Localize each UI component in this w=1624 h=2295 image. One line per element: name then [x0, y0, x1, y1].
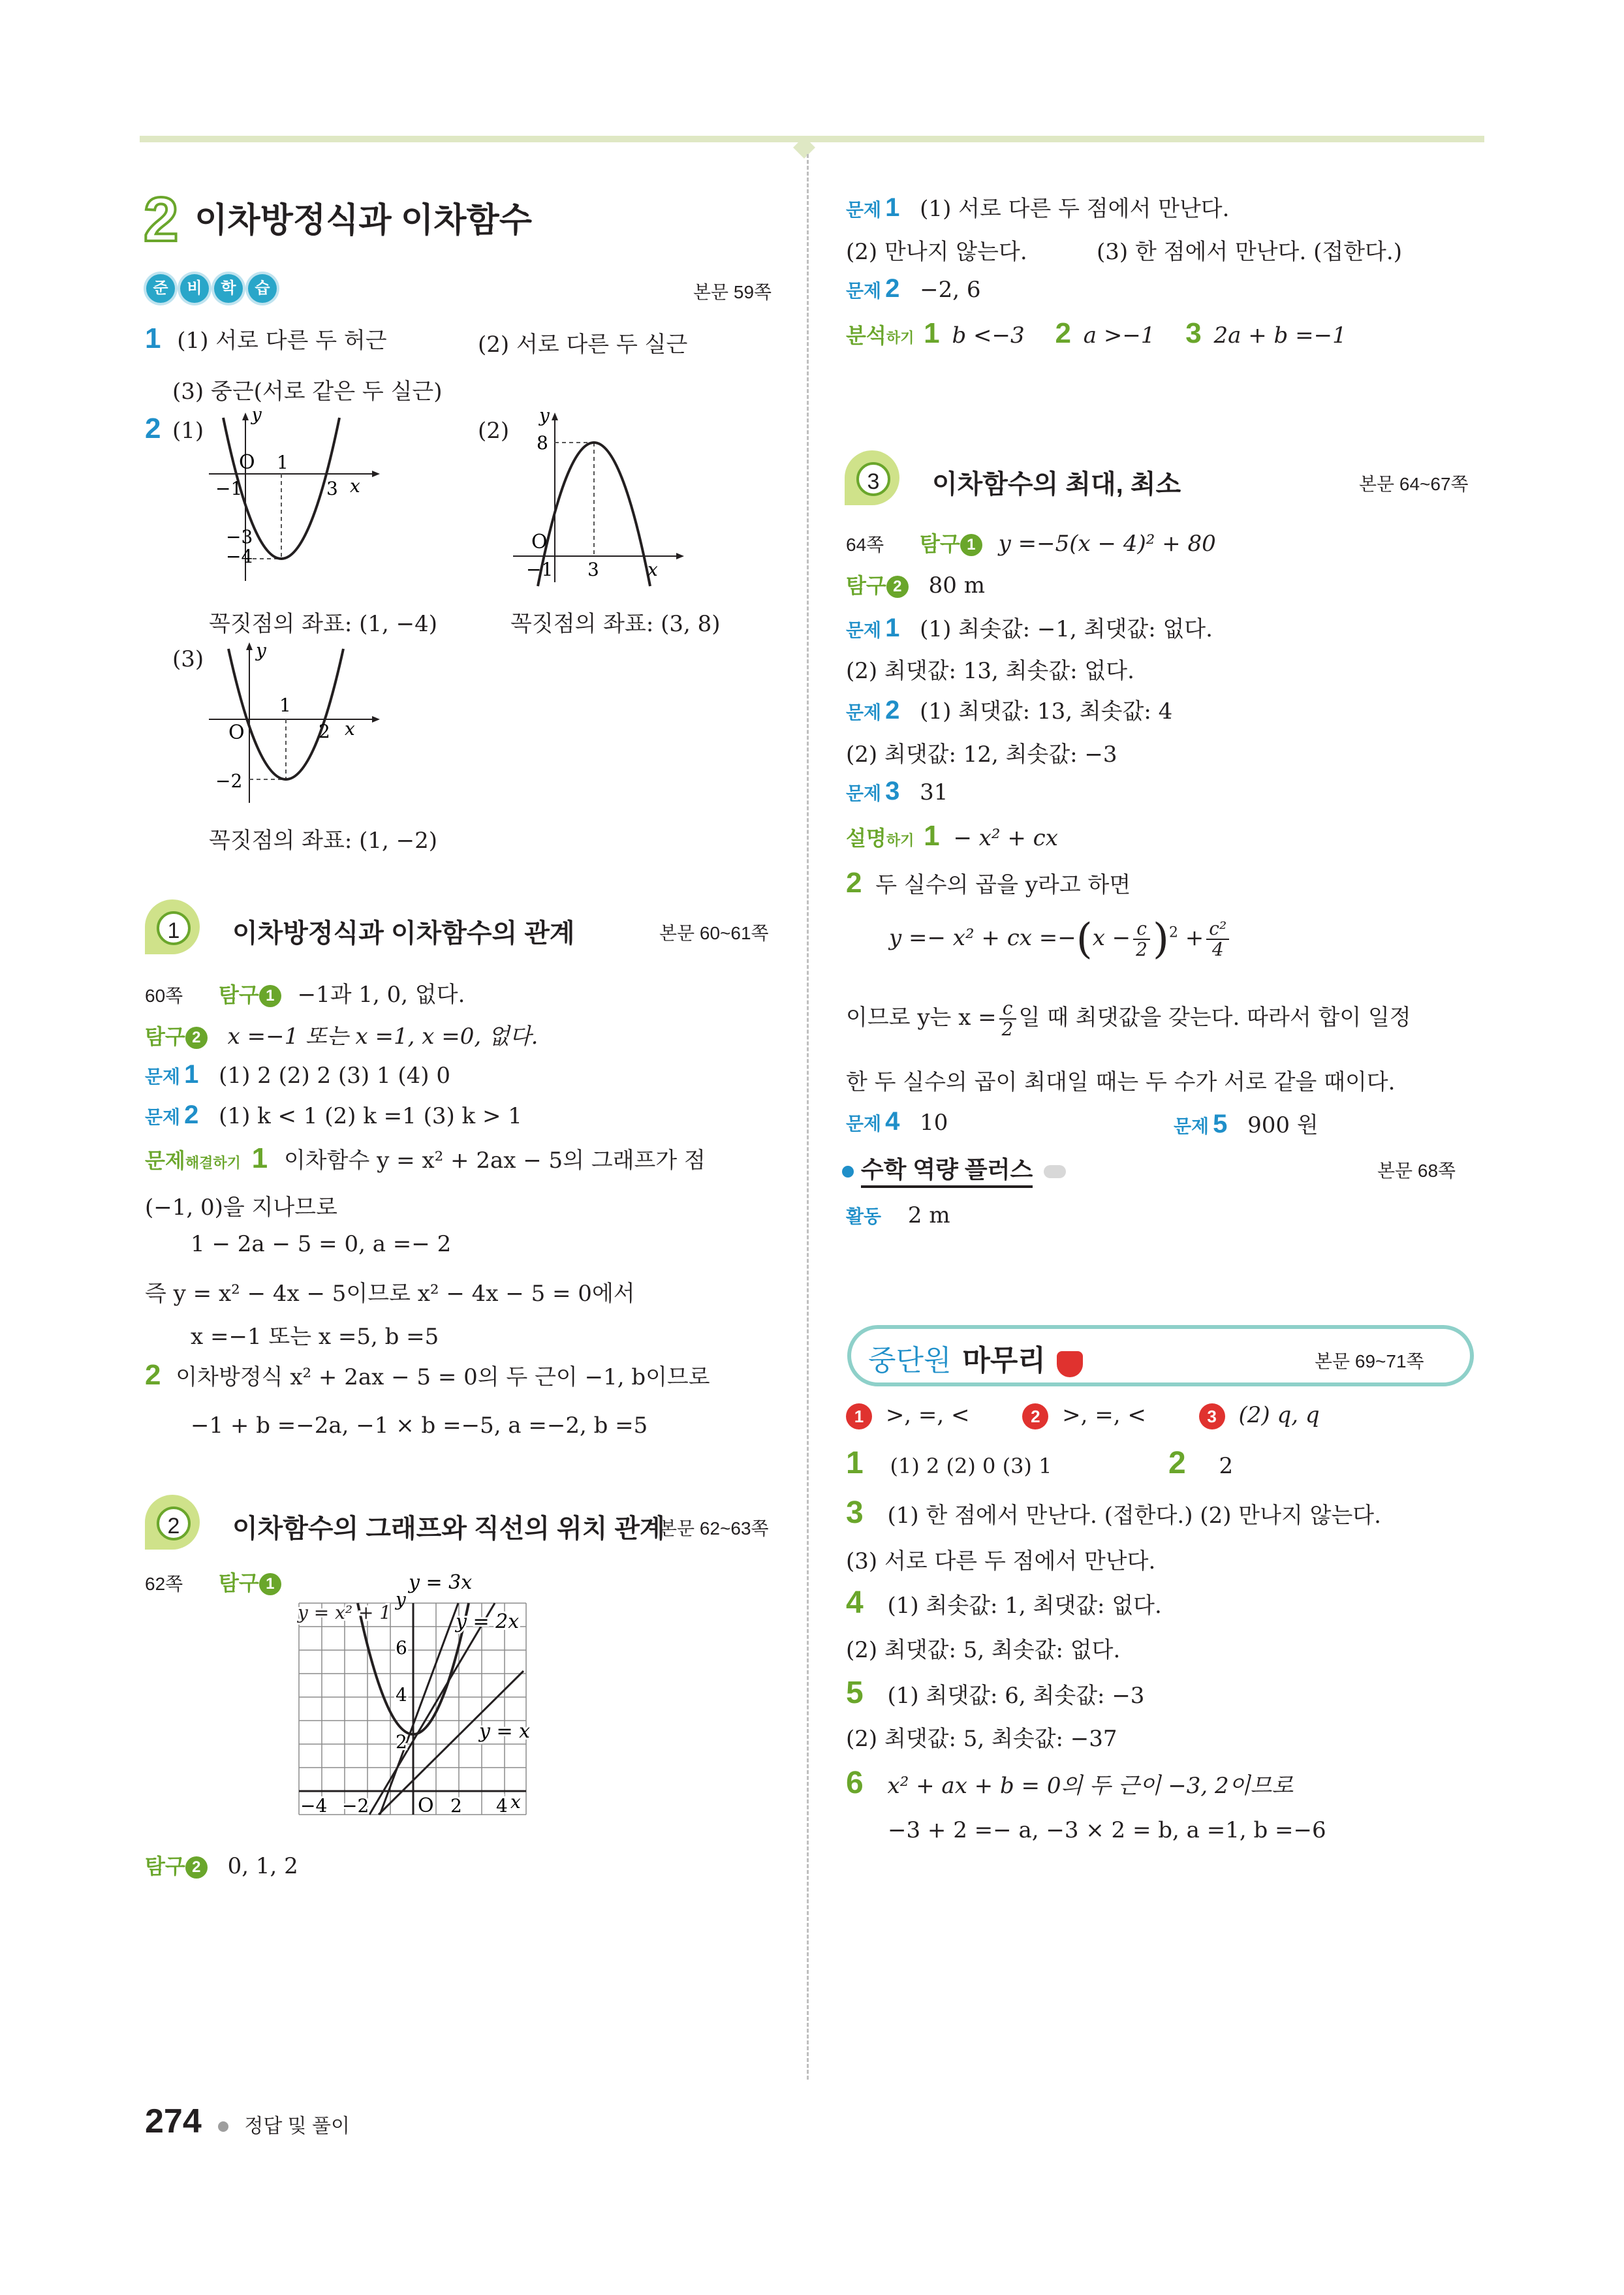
- frac-c-over-2-b: $\frac{c}{2}$: [999, 999, 1016, 1039]
- sec1-number: 1: [157, 911, 191, 945]
- sec1-line4: 문제 2 (1) k < 1 (2) k =1 (3) k > 1: [145, 1101, 522, 1129]
- review-line9: 6 x² + ax + b = 0의 두 근이 −3, 2이므로: [846, 1766, 1294, 1800]
- graph1: [196, 411, 385, 587]
- review-line2b: 2 2: [1168, 1446, 1234, 1480]
- sec3-line11: 이므로 y는 x = $\frac{c}{2}$ 일 때 최댓값을 갖는다. 따라서 합이 일정: [846, 997, 1411, 1040]
- graph3-label: (3): [172, 646, 204, 672]
- sec1-line8: 즉 y = x² − 4x − 5이므로 x² − 4x − 5 = 0에서: [145, 1281, 635, 1307]
- sec3-line2: 탐구 2 80 m: [846, 572, 985, 599]
- sec3-line12: 한 두 실수의 곱이 최대일 때는 두 수가 서로 같을 때이다.: [846, 1069, 1396, 1095]
- graph3: [196, 640, 385, 809]
- graph3-caption: 꼭짓점의 좌표: (1, −2): [209, 828, 438, 854]
- graph1-caption: 꼭짓점의 좌표: (1, −4): [209, 611, 438, 637]
- sec2-graph-tick-4: 4: [396, 1684, 407, 1706]
- graph3-tick-2: 2: [319, 721, 330, 742]
- graph2-y-label: y: [539, 411, 550, 426]
- prep-q2-num: 2: [145, 413, 161, 445]
- sec3-ref: 본문 64~67쪽: [1359, 474, 1469, 494]
- plus-line: 활동 2 m: [846, 1202, 950, 1228]
- sec2-graph-label-x: y = x: [479, 1720, 531, 1743]
- sec2-graph-x-label: x: [510, 1791, 521, 1813]
- sec1-line1: 60쪽 탐구 1 −1과 1, 0, 없다.: [145, 982, 465, 1008]
- prep-q1-p2: (2) 서로 다른 두 실근: [478, 332, 688, 358]
- rocket-icon: [1044, 1165, 1066, 1178]
- graph3-tick-neg2: −2: [215, 770, 243, 792]
- review-title: 중단원 마무리: [868, 1337, 1083, 1379]
- graph1-y-label: y: [251, 411, 262, 425]
- graph3-y-label: y: [256, 640, 266, 661]
- footer-text: 정답 및 풀이: [244, 2115, 350, 2137]
- review-line2: 1 (1) 2 (2) 0 (3) 1: [846, 1446, 1052, 1480]
- graph1-tick-1: 1: [277, 452, 289, 473]
- sec2-graph-origin: O: [418, 1794, 434, 1817]
- review-line7: 5 (1) 최댓값: 6, 최솟값: −3: [846, 1676, 1145, 1710]
- graph1-tick-3: 3: [326, 478, 338, 499]
- sec2-line2: 탐구 2 0, 1, 2: [145, 1853, 298, 1879]
- sec3-line4: (2) 최댓값: 13, 최솟값: 없다.: [846, 658, 1134, 684]
- prep-ref: 본문 59쪽: [693, 282, 772, 302]
- graph1-tick-neg3: −3: [226, 526, 253, 548]
- graph2-x-label: x: [648, 559, 658, 580]
- graph1-label: (1): [172, 418, 204, 444]
- sec2-graph-label-2x: y = 2x: [456, 1610, 520, 1633]
- graph2: [507, 411, 702, 587]
- sec3-title: 이차함수의 최대, 최소: [932, 470, 1181, 499]
- sec2-graph-label-3x: y = 3x: [409, 1571, 473, 1594]
- sec2-graph-tick-6: 6: [396, 1637, 407, 1659]
- page-number: 274: [145, 2102, 202, 2140]
- graph2-origin: O: [531, 531, 548, 554]
- graph3-x-label: x: [345, 718, 355, 740]
- review-line4: (3) 서로 다른 두 점에서 만난다.: [846, 1548, 1156, 1574]
- plus-dot-icon: [842, 1166, 854, 1178]
- footer-dot-icon: [218, 2121, 228, 2132]
- plus-heading: [842, 1151, 1066, 1185]
- footer: [145, 2102, 350, 2141]
- sec1-line11: −1 + b =−2a, −1 × b =−5, a =−2, b =5: [191, 1413, 648, 1439]
- sec2-ref: 본문 62~63쪽: [659, 1518, 769, 1538]
- prep-char: 비: [180, 274, 209, 303]
- graph2-caption: 꼭짓점의 좌표: (3, 8): [510, 611, 721, 637]
- rt-line2a: (2) 만나지 않는다.: [846, 239, 1027, 265]
- sec1-ref: 본문 60~61쪽: [659, 923, 769, 943]
- sec1-line10: 2 이차방정식 x² + 2ax − 5 = 0의 두 근이 −1, b이므로: [145, 1359, 710, 1391]
- prep-label: [146, 273, 282, 303]
- rt-line3: 문제 2 −2, 6: [846, 274, 981, 303]
- sec3-line9: 2 두 실수의 곱을 y라고 하면: [846, 867, 1131, 899]
- review-line6: (2) 최댓값: 5, 최솟값: 없다.: [846, 1637, 1121, 1663]
- plus-title: 수학 역량 플러스: [861, 1156, 1033, 1188]
- chapter-heading: [144, 184, 532, 256]
- graph2-tick-3: 3: [587, 559, 599, 580]
- review-line10: −3 + 2 =− a, −3 × 2 = b, a =1, b =−6: [888, 1817, 1326, 1843]
- sec2-line1: 62쪽 탐구 1: [145, 1567, 281, 1597]
- sec2-graph-y-label: y: [396, 1589, 406, 1610]
- review-ref: 본문 69~71쪽: [1315, 1351, 1424, 1371]
- sec2-graph-label-parabola: y = x² + 1: [298, 1602, 392, 1623]
- sec1-line2: 탐구 2 x =−1 또는 x =1, x =0, 없다.: [145, 1023, 539, 1050]
- rt-line4: 분석하기 1 b <−3 2 a >−1 3 2a + b =−1: [846, 317, 1347, 349]
- sec1-line9: x =−1 또는 x =5, b =5: [191, 1324, 439, 1350]
- sec3-line13a: 문제 4 10: [846, 1107, 948, 1136]
- sec2-graph-tick-2: 2: [396, 1731, 407, 1753]
- review-line5: 4 (1) 최솟값: 1, 최댓값: 없다.: [846, 1585, 1162, 1620]
- review-line1: 1 >, =, < 2 >, =, < 3 (2) q, q: [846, 1402, 1320, 1429]
- frac-c-over-2: $\frac{c}{2}$: [1133, 919, 1150, 960]
- column-divider: [807, 154, 809, 2080]
- graph2-label: (2): [478, 418, 510, 444]
- frac-c2-over-4: $\frac{\text{c²}}{4}$: [1206, 919, 1229, 960]
- sec2-graph-tick-neg2: −2: [342, 1795, 369, 1817]
- sec3-line6: (2) 최댓값: 12, 최솟값: −3: [846, 742, 1117, 768]
- sec2-title: 이차함수의 그래프와 직선의 위치 관계: [232, 1514, 665, 1543]
- rt-line2b: (3) 한 점에서 만난다. (접한다.): [1097, 239, 1402, 265]
- graph1-x-label: x: [350, 475, 360, 497]
- sec2-graph-tick-pos2: 2: [450, 1795, 462, 1817]
- review-line3: 3 (1) 한 점에서 만난다. (접한다.) (2) 만나지 않는다.: [846, 1495, 1381, 1530]
- sec2-graph-tick-pos4: 4: [496, 1795, 508, 1817]
- chapter-number: 2: [144, 185, 179, 255]
- prep-q1-p3: (3) 중근(서로 같은 두 실근): [172, 379, 443, 405]
- sec1-line6: (−1, 0)을 지나므로: [145, 1194, 337, 1221]
- graph1-tick-neg4: −4: [226, 546, 253, 567]
- graph3-tick-1: 1: [279, 695, 291, 716]
- graph2-tick-8: 8: [537, 432, 548, 454]
- sec3-line13b: 문제 5 900 원: [1174, 1110, 1319, 1138]
- sec3-line5: 문제 2 (1) 최댓값: 13, 최솟값: 4: [846, 696, 1173, 725]
- chapter-title: 이차방정식과 이차함수: [195, 202, 532, 240]
- sec2-graph: [287, 1567, 548, 1841]
- prep-q1-line1: [145, 322, 387, 355]
- sec1-line5: 문제해결하기 1 이차함수 y = x² + 2ax − 5의 그래프가 점: [145, 1142, 706, 1174]
- sec3-line3: 문제 1 (1) 최솟값: −1, 최댓값: 없다.: [846, 614, 1213, 642]
- sec1-line7: 1 − 2a − 5 = 0, a =− 2: [191, 1231, 452, 1257]
- sec3-number: 3: [856, 462, 890, 496]
- sec2-badge: [145, 1495, 200, 1550]
- prep-q1-num: 1: [145, 322, 161, 354]
- sec1-line3: 문제 1 (1) 2 (2) 2 (3) 1 (4) 0: [145, 1060, 450, 1089]
- prep-q1-p1: (1) 서로 다른 두 허근: [177, 328, 387, 354]
- prep-char: 습: [248, 274, 277, 303]
- graph1-origin: O: [239, 451, 255, 474]
- sec2-number: 2: [157, 1507, 191, 1540]
- plus-ref: 본문 68쪽: [1377, 1161, 1456, 1181]
- graph3-origin: O: [228, 721, 245, 744]
- review-deco-icon: [1057, 1351, 1083, 1377]
- graph1-tick-neg1: −1: [215, 478, 243, 499]
- review-line8: (2) 최댓값: 5, 최솟값: −37: [846, 1726, 1117, 1752]
- sec3-line7: 문제 3 31: [846, 777, 948, 805]
- sec3-line1: 64쪽 탐구 1 y =−5(x − 4)² + 80: [846, 531, 1216, 557]
- prep-char: 학: [214, 274, 243, 303]
- sec3-badge: [845, 450, 899, 505]
- top-rule: [140, 136, 1484, 142]
- graph2-tick-neg1: −1: [526, 559, 554, 580]
- sec3-line10: y =− x² + cx =−(x − $\frac{c}{2}$ )$^2$ + $\frac{\text{c²}}{4}$: [889, 915, 1232, 963]
- sec1-title: 이차방정식과 이차함수의 관계: [232, 919, 575, 948]
- rt-line1: 문제 1 (1) 서로 다른 두 점에서 만난다.: [846, 193, 1230, 222]
- sec2-graph-tick-neg4: −4: [300, 1795, 328, 1817]
- sec3-line8: 설명하기 1 − x² + cx: [846, 820, 1058, 852]
- sec1-badge: [145, 899, 200, 954]
- prep-char: 준: [146, 274, 175, 303]
